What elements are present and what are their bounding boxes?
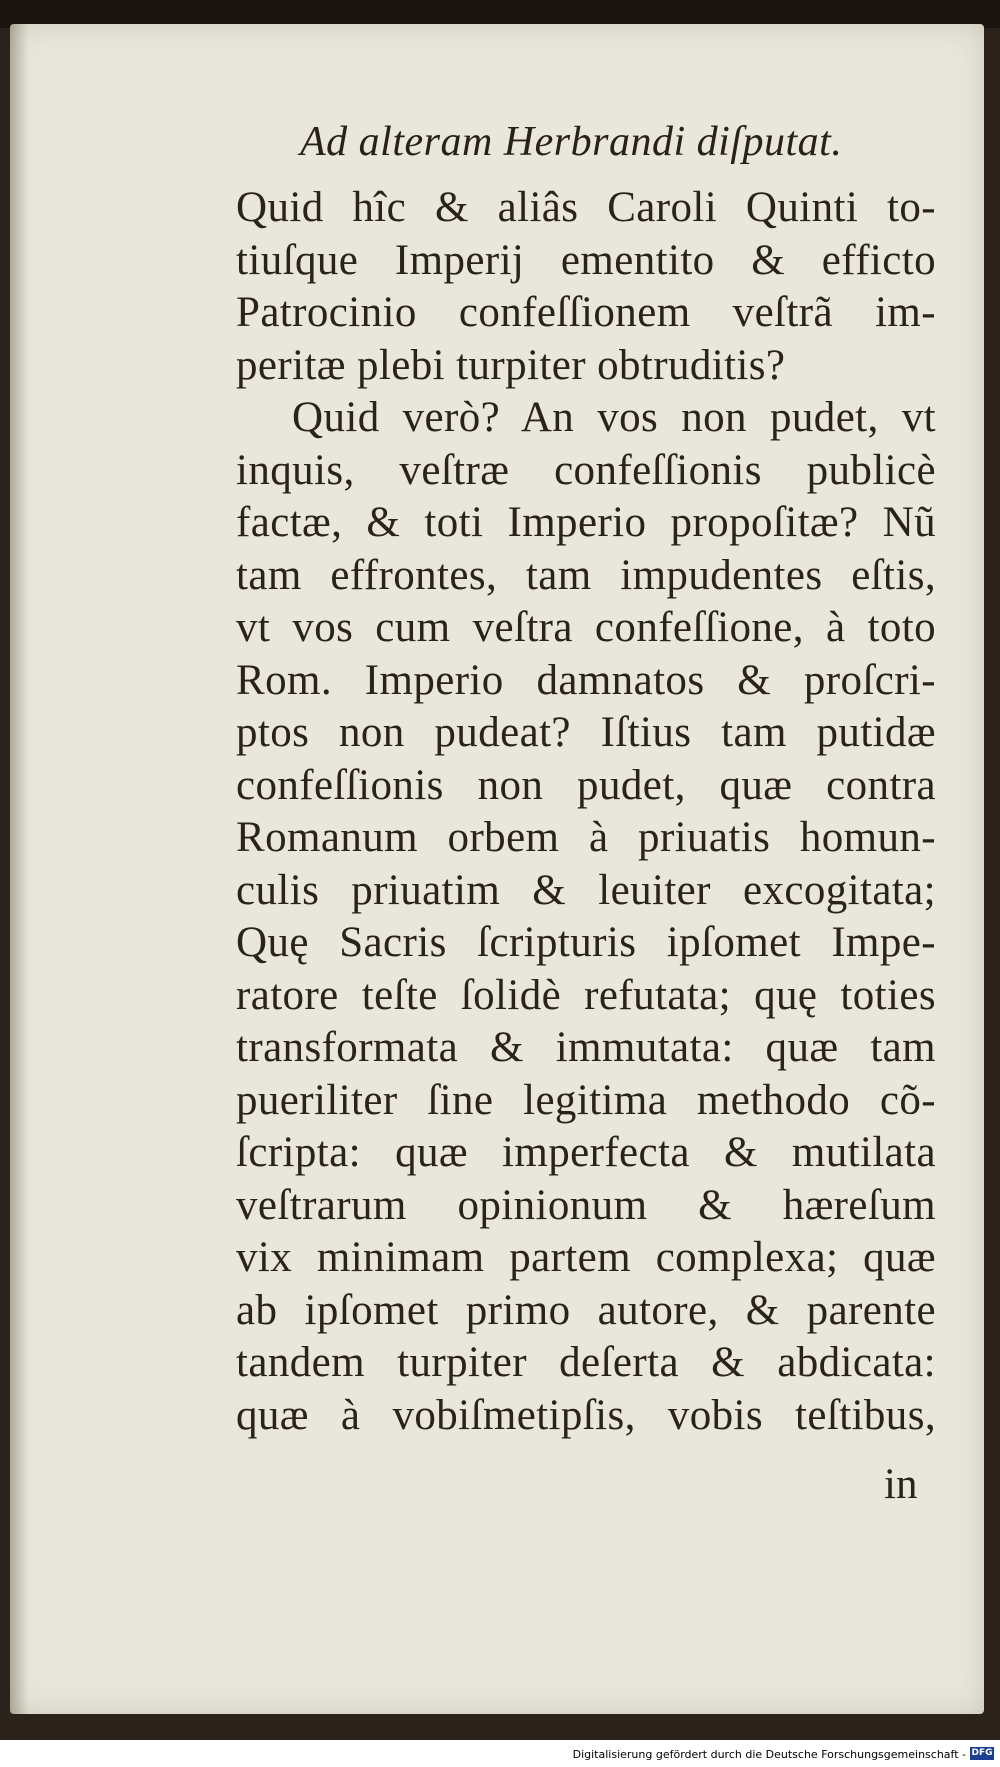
text-line: Quid hîc & aliâs Caroli Quinti to- <box>236 184 936 231</box>
text-line: factæ, & toti Imperio propoſitæ? Nũ <box>236 499 936 546</box>
text-line: inquis, veſtræ confeſſionis publicè <box>236 446 936 494</box>
running-head: Ad alteram Herbrandi diſputat. <box>300 119 843 165</box>
text-line: transformata & immutata: quæ tam <box>236 1024 936 1071</box>
dfg-logo: DFG <box>971 1748 993 1758</box>
catchword: in <box>884 1461 918 1508</box>
text-line: veſtrarum opinionum & hæreſum <box>236 1181 936 1229</box>
text-line: Rom. Imperio damnatos & proſcri- <box>236 656 936 704</box>
text-line: pueriliter ſine legitima methodo cõ- <box>236 1076 936 1124</box>
text-line: ab ipſomet primo autore, & parente <box>236 1286 936 1334</box>
page-gutter-shadow <box>10 24 28 1714</box>
text-line: tandem turpiter deſerta & abdicata: <box>236 1339 936 1386</box>
text-line: peritæ plebi turpiter obtruditis? <box>236 341 786 389</box>
text-line: Quę Sacris ſcripturis ipſomet Impe- <box>236 919 936 966</box>
text-line: Patrocinio confeſſionem veſtrã im- <box>236 289 936 336</box>
text-line: confeſſionis non pudet, quæ contra <box>236 761 936 809</box>
text-line: ptos non pudeat? Iſtius tam putidæ <box>236 709 936 756</box>
text-line: tam effrontes, tam impudentes eſtis, <box>236 551 936 599</box>
text-line: vt vos cum veſtra confeſſione, à toto <box>236 604 936 651</box>
text-line: ratore teſte ſolidè refutata; quę toties <box>236 971 936 1019</box>
text-line: ſcripta: quæ imperfecta & mutilata <box>236 1129 936 1176</box>
funding-credit: Digitalisierung gefördert durch die Deutsche Forschungsgemeinschaft - <box>572 1748 966 1761</box>
text-line: vix minimam partem complexa; quæ <box>236 1234 936 1281</box>
text-line: tiuſque Imperij ementito & efficto <box>236 236 936 284</box>
body-text <box>236 182 936 1442</box>
text-line: culis priuatim & leuiter excogitata; <box>236 866 936 914</box>
text-line: Romanum orbem à priuatis homun- <box>236 814 936 861</box>
text-line: quæ à vobiſmetipſis, vobis teſtibus, <box>236 1391 936 1439</box>
text-line: Quid verò? An vos non pudet, vt <box>292 394 936 441</box>
